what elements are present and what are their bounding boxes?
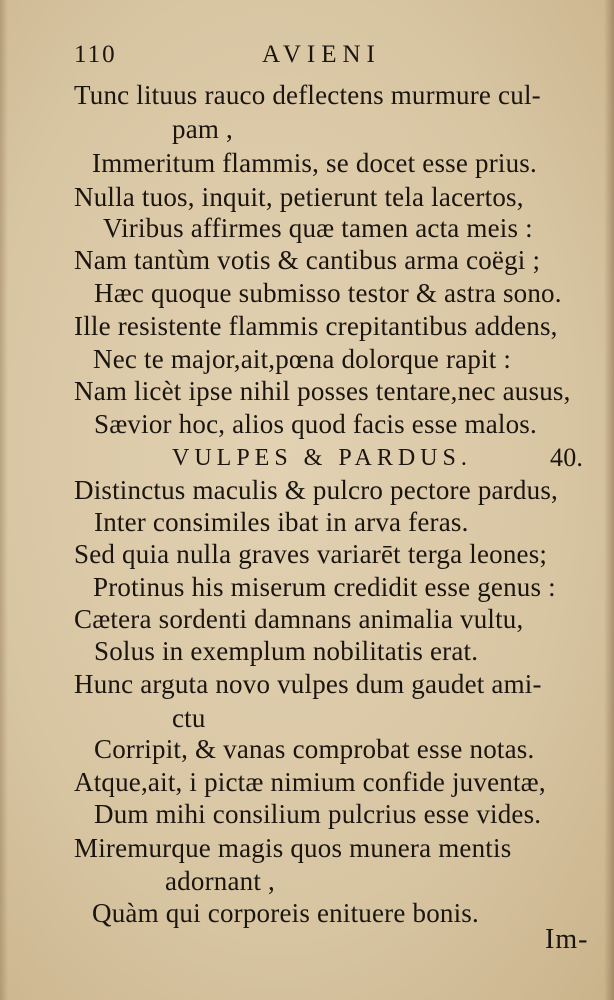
text-line: Solus in exemplum nobilitatis erat.: [94, 636, 479, 666]
text-line: Miremurque magis quos munera mentis: [74, 833, 512, 863]
text-line: Sed quia nulla graves variarēt terga leones;: [74, 539, 548, 569]
text-line: Quàm qui corporeis enituere bonis.: [92, 898, 479, 928]
text-line: Tunc lituus rauco deflectens murmure cul-: [74, 80, 541, 110]
text-line: Sævior hoc, alios quod facis esse malos.: [94, 409, 537, 439]
text-line: Nulla tuos, inquit, petierunt tela lacertos,: [74, 182, 524, 212]
text-line: pam ,: [172, 114, 233, 144]
text-line: Immeritum flammis, se docet esse prius.: [92, 148, 537, 178]
text-line: Corripit, & vanas comprobat esse notas.: [94, 734, 535, 764]
text-line: Protinus his miserum credidit esse genus :: [93, 572, 556, 602]
text-line: Ille resistente flammis crepitantibus addens,: [74, 311, 558, 341]
text-line: ctu: [172, 703, 206, 733]
fable-number: 40.: [550, 443, 584, 472]
text-line: Viribus affirmes quæ tamen acta meis :: [103, 213, 533, 243]
text-line: Nam tantùm votis & cantibus arma coëgi ;: [74, 245, 541, 275]
text-line: Distinctus maculis & pulcro pectore pardus,: [74, 475, 558, 505]
running-head: AVIENI: [262, 41, 381, 68]
text-line: Cætera sordenti damnans animalia vultu,: [74, 604, 524, 634]
text-line: adornant ,: [165, 866, 275, 896]
text-line: Atque,ait, i pictæ nimium confide juventæ,: [74, 767, 546, 797]
text-line: Hæc quoque submisso testor & astra sono.: [94, 278, 562, 308]
fable-title: VULPES & PARDUS.: [172, 445, 472, 471]
page-left-shadow: [0, 0, 8, 1000]
text-line: Inter consimiles ibat in arva feras.: [94, 507, 469, 537]
text-line: Nec te major,ait,pœna dolorque rapit :: [93, 344, 512, 374]
page-right-shadow: [604, 0, 614, 1000]
text-line: Hunc arguta novo vulpes dum gaudet ami-: [74, 669, 542, 699]
text-line: Dum mihi consilium pulcrius esse vides.: [94, 799, 542, 829]
text-line: Nam licèt ipse nihil posses tentare,nec ausus,: [74, 376, 571, 406]
fable-heading: [172, 443, 592, 473]
catchword: Im-: [545, 924, 589, 955]
page-number: 110: [74, 41, 117, 68]
